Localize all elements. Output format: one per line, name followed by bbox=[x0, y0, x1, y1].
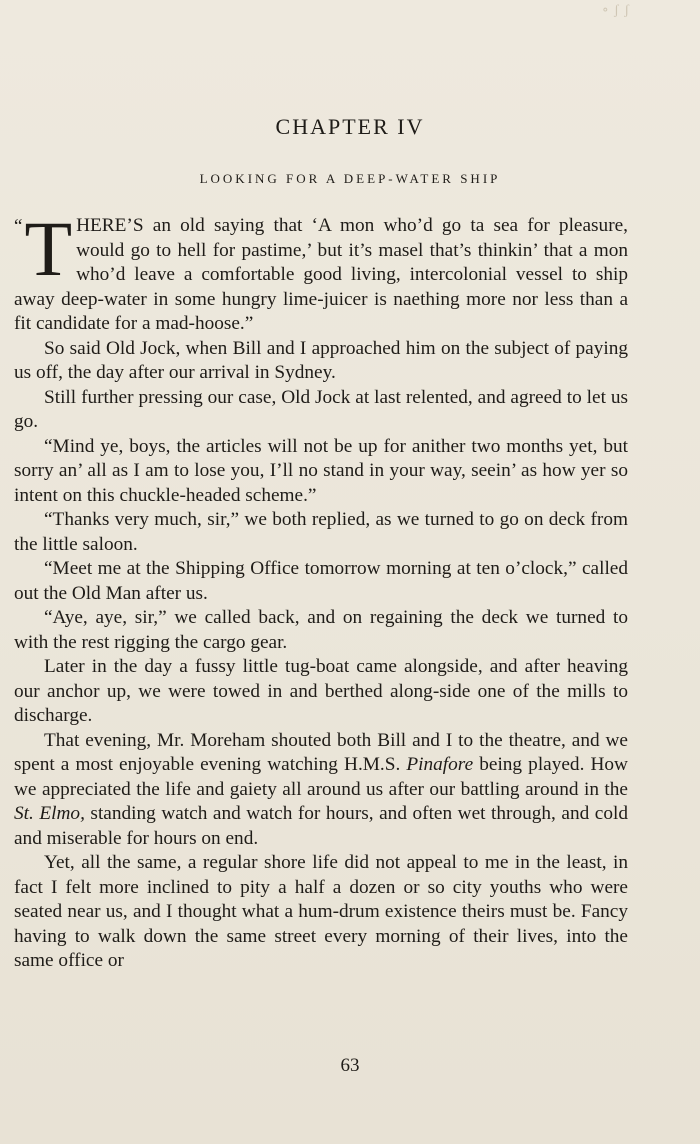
paragraph-text: Later in the day a fussy little tug-boat came alongside, and after heaving our anchor up, we were towed in and berthed along-side one of the mills to discharge. bbox=[14, 656, 628, 726]
paragraph bbox=[14, 435, 628, 509]
paragraph-text: being played. How we appreciated the life and gaiety all around us after our battling around in the bbox=[14, 754, 628, 800]
paragraph-text: That evening, Mr. Moreham shouted both Bill and I to the theatre, and we spent a most enjoyable evening watching H.M.S. bbox=[14, 729, 628, 775]
paragraph-text: “Thanks very much, sir,” we both replied, as we turned to go on deck from the little saloon. bbox=[14, 509, 628, 555]
opening-quote-mark: “ bbox=[14, 216, 23, 237]
paragraph bbox=[14, 508, 628, 557]
paragraph-text: standing watch and watch for hours, and often wet through, and cold and miserable for hours on end. bbox=[14, 803, 628, 849]
page-number: 63 bbox=[340, 1055, 360, 1076]
chapter-title: CHAPTER IV bbox=[275, 114, 425, 139]
paragraph bbox=[14, 606, 628, 655]
opening-text: HERE’S an old saying that ‘A mon who’d go ta sea for pleasure, would go to hell for pastime,’ but it’s masel that’s thinkin’ that a mon who’d leave a comfortable good living, intercolonial vessel to ship away deep-water in some hungry lime-juicer is naething more nor less than a fit candidate for a mad-hoose.” bbox=[14, 215, 628, 334]
paragraph bbox=[14, 337, 628, 386]
paragraph bbox=[14, 729, 628, 852]
paragraph bbox=[14, 851, 628, 974]
paragraph-text: Still further pressing our case, Old Jock at last relented, and agreed to let us go. bbox=[14, 386, 628, 432]
paragraph bbox=[14, 386, 628, 435]
paragraph bbox=[14, 655, 628, 729]
body-text bbox=[14, 205, 628, 974]
corner-mark: ∘ ʃ ʃ bbox=[601, 3, 630, 18]
drop-cap: T bbox=[24, 205, 73, 292]
paragraph-text: “Aye, aye, sir,” we called back, and on regaining the deck we turned to with the rest rigging the cargo gear. bbox=[14, 607, 628, 653]
opening-paragraph bbox=[14, 205, 628, 337]
paragraph bbox=[14, 557, 628, 606]
paragraph-text: “Meet me at the Shipping Office tomorrow morning at ten o’clock,” called out the Old Man after us. bbox=[14, 558, 628, 604]
paragraph-text: “Mind ye, boys, the articles will not be up for anither two months yet, but sorry an’ all as I am to lose you, I’ll no stand in your way, seein’ as how yer so intent on this chuckle-headed scheme.” bbox=[14, 435, 628, 506]
paragraph-text: So said Old Jock, when Bill and I approached him on the subject of paying us off, the day after our arrival in Sydney. bbox=[14, 337, 628, 383]
chapter-subtitle: LOOKING FOR A DEEP-WATER SHIP bbox=[199, 171, 501, 186]
paragraph-text: Yet, all the same, a regular shore life did not appeal to me in the least, in fact I felt more inclined to pity a half a dozen or so city youths who were seated near us, and I thought what a hum-drum existence theirs must be. Fancy having to walk down the same street every morning of their lives, into the same office or bbox=[14, 852, 628, 971]
italic-text: St. Elmo, bbox=[14, 803, 85, 824]
paragraph-list bbox=[14, 337, 628, 974]
italic-text: Pinafore bbox=[406, 754, 474, 775]
